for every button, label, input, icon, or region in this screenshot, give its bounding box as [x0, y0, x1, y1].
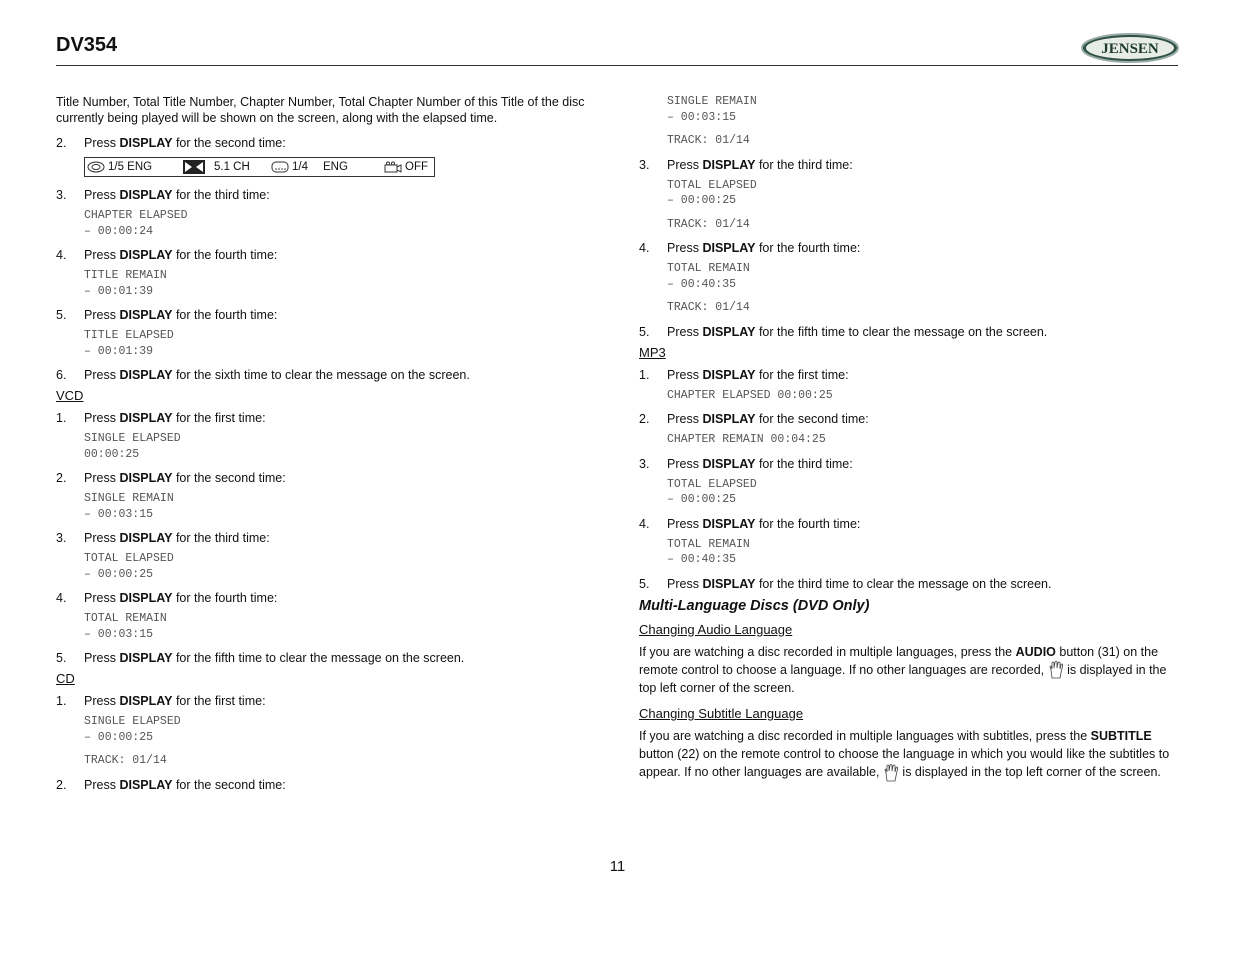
display-readout: TOTAL REMAIN – 00:40:35 — [667, 262, 750, 291]
osd-subtitle-language: ENG — [323, 161, 348, 173]
audio-language-paragraph: If you are watching a disc recorded in multiple languages, press the AUDIO button (31) on the remote control to choose a language. If no other languages are recorded, is displayed in the top left corner of the screen. — [639, 644, 1167, 696]
track-readout: TRACK: 01/14 — [667, 301, 750, 314]
dolby-icon — [183, 160, 205, 174]
invalid-hand-icon — [1048, 661, 1064, 679]
osd-subtitle-number: 1/4 — [292, 161, 308, 173]
display-readout: TOTAL ELAPSED – 00:00:25 — [84, 552, 174, 581]
subtitle-language-heading: Changing Subtitle Language — [639, 706, 804, 722]
display-readout: TOTAL ELAPSED – 00:00:25 — [667, 477, 757, 506]
list-item: 3. Press DISPLAY for the third time: — [56, 188, 270, 202]
list-item: 4. Press DISPLAY for the fourth time: — [56, 248, 278, 262]
page-number: 11 — [609, 858, 626, 875]
track-readout: TRACK: 01/14 — [667, 217, 750, 231]
osd-channels: 5.1 CH — [214, 161, 250, 173]
list-item: 1. Press DISPLAY for the first time: — [56, 411, 266, 425]
right-column — [639, 94, 1184, 791]
multi-language-heading: Multi-Language Discs (DVD Only) — [639, 597, 870, 614]
osd-info-bar — [84, 157, 435, 177]
osd-angle: OFF — [405, 161, 428, 173]
display-readout: SINGLE ELAPSED 00:00:25 — [84, 432, 181, 461]
list-item: 5. Press DISPLAY for the third time to clear the message on the screen. — [639, 576, 1052, 591]
display-readout: TOTAL REMAIN – 00:03:15 — [84, 612, 167, 641]
display-readout: TITLE ELAPSED – 00:01:39 — [84, 329, 174, 358]
list-item: 4. Press DISPLAY for the fourth time: — [639, 516, 861, 531]
list-item: 3. Press DISPLAY for the third time: — [639, 157, 853, 172]
list-item: 5. Press DISPLAY for the fifth time to clear the message on the screen. — [56, 651, 465, 665]
display-readout: TITLE REMAIN – 00:01:39 — [84, 269, 167, 298]
invalid-hand-icon — [883, 764, 899, 782]
jensen-logo — [1080, 32, 1180, 64]
display-readout: TOTAL ELAPSED – 00:00:25 — [667, 178, 757, 207]
header-rule — [56, 65, 1178, 66]
display-readout: CHAPTER ELAPSED – 00:00:24 — [84, 209, 188, 238]
display-readout: SINGLE REMAIN – 00:03:15 — [84, 492, 174, 521]
section-heading-mp3: MP3 — [639, 344, 666, 360]
list-item: 4. Press DISPLAY for the fourth time: — [56, 591, 278, 605]
list-item: 3. Press DISPLAY for the third time: — [639, 456, 853, 471]
subtitle-language-paragraph: If you are watching a disc recorded in multiple languages with subtitles, press the SUBTITLE button (22) on the remote control to choose the language in which you would like the subtitles to appear. If no other languages are available, is displayed in the top left corner of the screen. — [639, 727, 1184, 782]
section-heading-vcd: VCD — [56, 388, 84, 403]
left-column — [56, 94, 596, 798]
audio-language-heading: Changing Audio Language — [639, 621, 793, 637]
list-item: 2. Press DISPLAY for the second time: — [56, 136, 286, 150]
list-item: 1. Press DISPLAY for the first time: — [639, 367, 849, 382]
subtitle-icon — [271, 161, 289, 173]
display-readout: SINGLE REMAIN – 00:03:15 — [667, 95, 757, 124]
track-readout: TRACK: 01/14 — [667, 134, 750, 147]
list-item: 2. Press DISPLAY for the second time: — [56, 777, 286, 792]
list-item: 1. Press DISPLAY for the first time: — [56, 694, 266, 708]
list-item: 2. Press DISPLAY for the second time: — [56, 471, 286, 485]
display-readout: CHAPTER ELAPSED 00:00:25 — [667, 388, 833, 402]
list-item: 3. Press DISPLAY for the third time: — [56, 531, 270, 545]
display-readout: CHAPTER REMAIN 00:04:25 — [667, 433, 826, 446]
document-title: DV354 — [56, 34, 118, 56]
camera-angle-icon — [384, 161, 402, 173]
list-item: 4. Press DISPLAY for the fourth time: — [639, 241, 861, 255]
audio-disc-icon — [87, 161, 105, 173]
osd-audio: 1/5 ENG — [108, 161, 153, 173]
display-readout: SINGLE ELAPSED – 00:00:25 — [84, 715, 181, 744]
list-item: 5. Press DISPLAY for the fourth time: — [56, 308, 278, 322]
list-item: 2. Press DISPLAY for the second time: — [639, 412, 869, 426]
logo-text: JENSEN — [1101, 41, 1159, 57]
section-heading-cd: CD — [56, 671, 75, 686]
intro-paragraph: Title Number, Total Title Number, Chapter Number, Total Chapter Number of this Title of the disc currently being played will be shown on the screen, along with the elapsed time. — [56, 95, 585, 125]
list-item: 6. Press DISPLAY for the sixth time to clear the message on the screen. — [56, 368, 470, 382]
display-readout: TOTAL REMAIN – 00:40:35 — [667, 537, 750, 566]
track-readout: TRACK: 01/14 — [84, 754, 167, 767]
list-item: 5. Press DISPLAY for the fifth time to clear the message on the screen. — [639, 324, 1048, 339]
